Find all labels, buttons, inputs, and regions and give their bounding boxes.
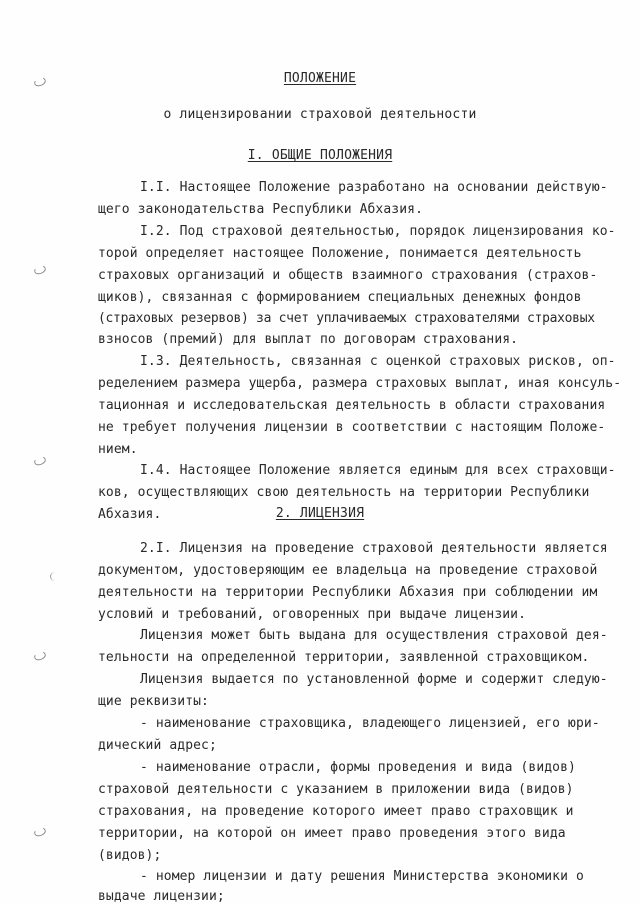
- text-line: Абхазия.: [98, 507, 162, 522]
- punch-mark: [33, 455, 47, 467]
- section-heading-general: I. ОБЩИЕ ПОЛОЖЕНИЯ: [247, 148, 393, 163]
- text-line: (видов);: [98, 848, 162, 863]
- text-line: ределением размера ущерба, размера страховых выплат, иная консуль-: [98, 376, 622, 391]
- section-heading-license: 2. ЛИЦЕНЗИЯ: [275, 506, 365, 521]
- text-line: взносов (премий) для выплат по договорам страхования.: [98, 332, 519, 347]
- text-line: I.I. Настоящее Положение разработано на основании действую-: [140, 180, 608, 195]
- text-line: документом, удостоверяющим ее владельца на проведение страховой: [98, 563, 598, 578]
- text-line: деятельности на территории Республики Абхазия при соблюдении им: [98, 585, 598, 600]
- text-line: выдаче лицензии;: [98, 889, 225, 904]
- text-line: тельности на определенной территории, заявленной страховщиком.: [98, 650, 590, 665]
- text-line: территории, на которой он имеет право проведения этого вида: [98, 826, 566, 841]
- document-title: ПОЛОЖЕНИЕ: [283, 71, 357, 86]
- text-line: щиков), связанная с формированием специальных денежных фондов: [98, 290, 582, 305]
- text-line: I.4. Настоящее Положение является единым для всех страховщи-: [140, 463, 616, 478]
- scan-mark: [50, 572, 60, 581]
- text-line: I.3. Деятельность, связанная с оценкой страховых рисков, оп-: [140, 354, 616, 369]
- text-line: Лицензия выдается по установленной форме и содержит следую-: [140, 672, 608, 687]
- text-line: (страховых резервов) за счет уплачиваемых страхователями страховых: [98, 311, 595, 326]
- text-line: не требует получения лицензии в соответствии с настоящим Положе-: [98, 420, 606, 435]
- punch-mark: [33, 650, 47, 662]
- text-line: нием.: [98, 442, 138, 457]
- text-line: щего законодательства Республики Абхазия.: [98, 202, 423, 217]
- text-line: щие реквизиты:: [98, 694, 209, 709]
- text-line: - номер лицензии и дату решения Министерства экономики о: [140, 869, 584, 884]
- document-subtitle: о лицензировании страховой деятельности: [163, 107, 477, 122]
- text-line: условий и требований, оговоренных при выдаче лицензии.: [98, 607, 527, 622]
- punch-mark: [33, 264, 47, 276]
- text-line: I.2. Под страховой деятельностью, порядок лицензирования ко-: [140, 224, 616, 239]
- text-line: - наименование страховщика, владеющего лицензией, его юри-: [140, 716, 600, 731]
- text-line: дический адрес;: [98, 738, 217, 753]
- punch-mark: [33, 826, 47, 838]
- text-line: страхования, на проведение которого имеет право страховщик и: [98, 804, 574, 819]
- text-line: торой определяет настоящее Положение, понимается деятельность: [98, 246, 582, 261]
- text-line: страховой деятельности с указанием в приложении вида (видов): [98, 782, 574, 797]
- text-line: тационная и исследовательская деятельность в области страхования: [98, 398, 606, 413]
- text-line: 2.I. Лицензия на проведение страховой деятельности является: [140, 541, 608, 556]
- text-line: Лицензия может быть выдана для осуществления страховой дея-: [140, 628, 608, 643]
- text-line: страховых организаций и обществ взаимного страхования (страхов-: [98, 268, 598, 283]
- text-line: - наименование отрасли, формы проведения и вида (видов): [140, 760, 576, 775]
- text-line: ков, осуществляющих свою деятельность на территории Республики: [98, 485, 590, 500]
